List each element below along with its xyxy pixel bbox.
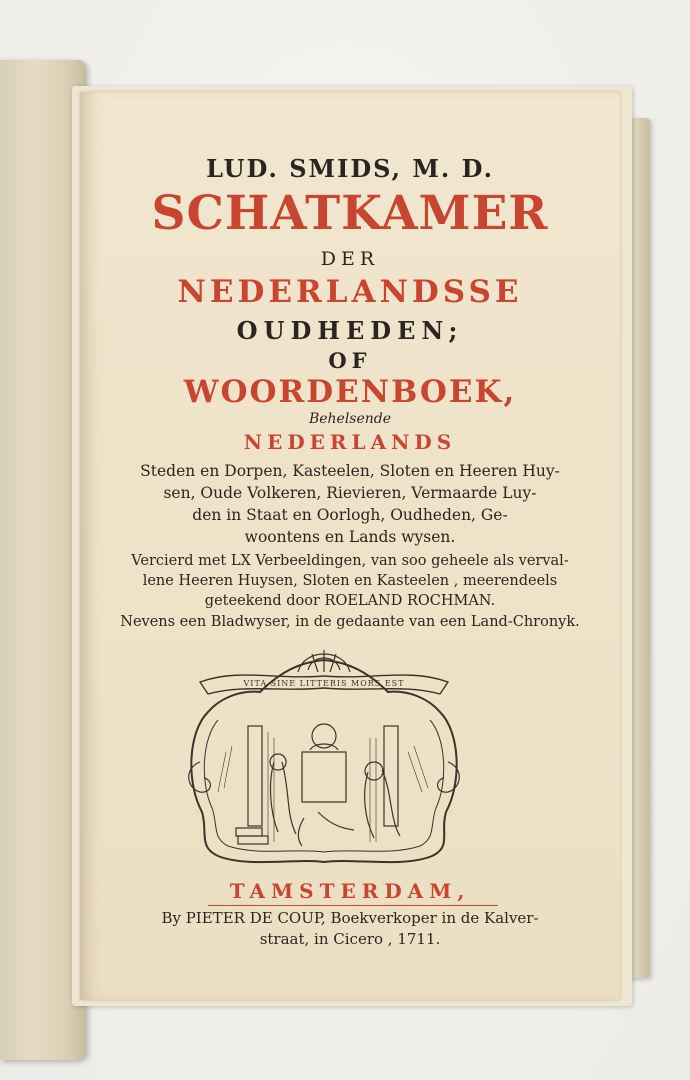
vignette-motto: VITA SINE LITTERIS MORS EST [243, 679, 405, 688]
title-of: OF [328, 348, 372, 373]
illustration-line: Vercierd met LX Verbeeldingen, van soo geheele als verval- [131, 553, 569, 569]
imprint-place: TAMSTERDAM, [229, 879, 471, 903]
title-page [80, 92, 620, 1000]
index-line: Nevens een Bladwyser, in de gedaante van een Land-Chronyk. [120, 614, 580, 630]
author-line: LUD. SMIDS, M. D. [206, 154, 494, 183]
description-line: den in Staat en Oorlogh, Oudheden, Ge- [192, 506, 508, 524]
title-oudheden: OUDHEDEN; [236, 316, 464, 345]
title-nederlandsse: NEDERLANDSSE [177, 274, 523, 310]
title-nederlands: NEDERLANDS [243, 430, 457, 454]
imprint-line: By PIETER DE COUP, Boekverkoper in de Kalver- [161, 909, 539, 927]
illustration-line: lene Heeren Huysen, Sloten en Kasteelen , meerendeels [142, 573, 558, 589]
description-line: Steden en Dorpen, Kasteelen, Sloten en Heeren Huy- [140, 462, 560, 480]
title-der: DER [320, 248, 380, 270]
imprint-rule [208, 905, 498, 906]
engraved-vignette [178, 642, 470, 874]
title-behelsende: Behelsende [308, 411, 392, 427]
illustration-line: geteekend door ROELAND ROCHMAN. [204, 593, 496, 609]
description-line: woontens en Lands wysen. [244, 528, 456, 546]
imprint-line: straat, in Cicero , 1711. [259, 930, 441, 948]
title-woordenboek: WOORDENBOEK, [183, 374, 517, 410]
title-schatkamer: SCHATKAMER [151, 186, 549, 241]
description-line: sen, Oude Volkeren, Rievieren, Vermaarde Luy- [163, 484, 537, 502]
